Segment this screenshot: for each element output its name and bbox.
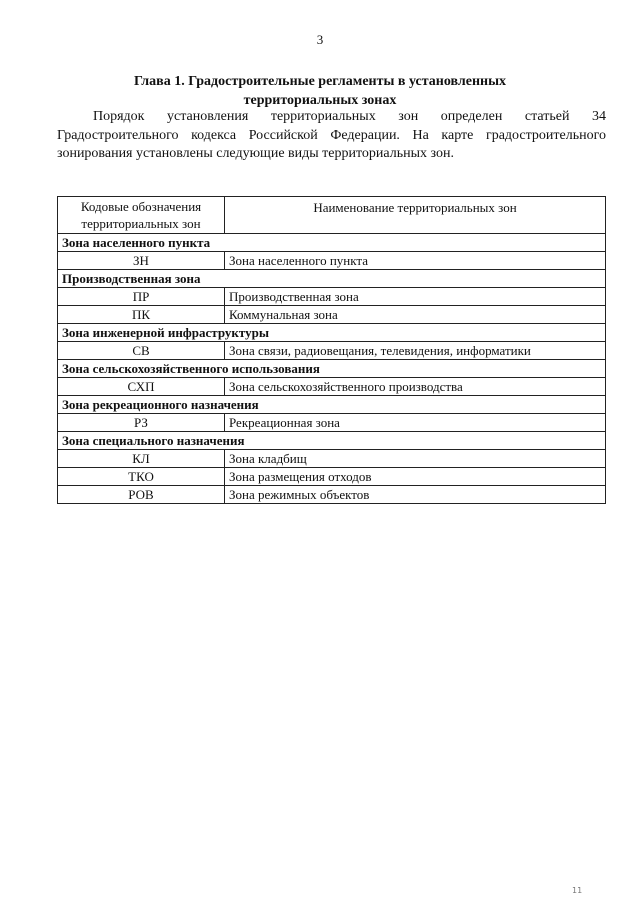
table-group-row	[58, 432, 606, 450]
table-group-row	[58, 270, 606, 288]
zone-name-cell: Зона связи, радиовещания, телевидения, информатики	[225, 342, 606, 360]
table-row	[58, 306, 606, 324]
intro-paragraph	[57, 108, 606, 164]
zone-code-cell: ЗН	[58, 252, 225, 270]
table-row	[58, 486, 606, 504]
header-code-line-1: Кодовые обозначения	[80, 199, 202, 214]
zone-name-cell: Коммунальная зона	[225, 306, 606, 324]
table-row	[58, 342, 606, 360]
table-row	[58, 414, 606, 432]
table-row	[58, 252, 606, 270]
zone-name-cell: Рекреационная зона	[225, 414, 606, 432]
table-group-row	[58, 324, 606, 342]
zone-name-cell: Зона режимных объектов	[225, 486, 606, 504]
group-title-cell: Зона сельскохозяйственного использования	[58, 360, 606, 378]
heading-line-1: Глава 1. Градостроительные регламенты в установленных	[133, 74, 507, 89]
zone-code-cell: ТКО	[58, 468, 225, 486]
header-code-cell	[58, 197, 225, 234]
zone-name-cell: Производственная зона	[225, 288, 606, 306]
zone-code-cell: ПК	[58, 306, 225, 324]
zone-name-cell: Зона сельскохозяйственного производства	[225, 378, 606, 396]
zone-name-cell: Зона размещения отходов	[225, 468, 606, 486]
zones-table	[57, 196, 606, 504]
table-group-row	[58, 234, 606, 252]
heading-line-2: территориальных зонах	[243, 93, 397, 108]
header-name-cell: Наименование территориальных зон	[225, 197, 606, 234]
zone-code-cell: ПР	[58, 288, 225, 306]
group-title-cell: Зона рекреационного назначения	[58, 396, 606, 414]
intro-paragraph-text: Порядок установления территориальных зон определен статьей 34 Градостроительного кодекса Российской Федерации. На карте градостроительного зонирования установлены следующие виды территориальных зон.	[57, 109, 606, 161]
table-row	[58, 450, 606, 468]
chapter-heading	[120, 72, 520, 110]
table-row	[58, 378, 606, 396]
table-row	[58, 468, 606, 486]
table-row	[58, 288, 606, 306]
corner-mark: 11	[572, 886, 583, 895]
table-group-row	[58, 360, 606, 378]
header-code-line-2: территориальных зон	[81, 216, 201, 231]
zone-code-cell: СХП	[58, 378, 225, 396]
table-header-row	[58, 197, 606, 234]
group-title-cell: Зона специального назначения	[58, 432, 606, 450]
group-title-cell: Зона населенного пункта	[58, 234, 606, 252]
zone-code-cell: КЛ	[58, 450, 225, 468]
zone-code-cell: РОВ	[58, 486, 225, 504]
zones-table-body	[58, 197, 606, 504]
zone-name-cell: Зона населенного пункта	[225, 252, 606, 270]
table-group-row	[58, 396, 606, 414]
group-title-cell: Производственная зона	[58, 270, 606, 288]
zone-name-cell: Зона кладбищ	[225, 450, 606, 468]
zone-code-cell: РЗ	[58, 414, 225, 432]
group-title-cell: Зона инженерной инфраструктуры	[58, 324, 606, 342]
page-number: 3	[316, 32, 324, 47]
zone-code-cell: СВ	[58, 342, 225, 360]
